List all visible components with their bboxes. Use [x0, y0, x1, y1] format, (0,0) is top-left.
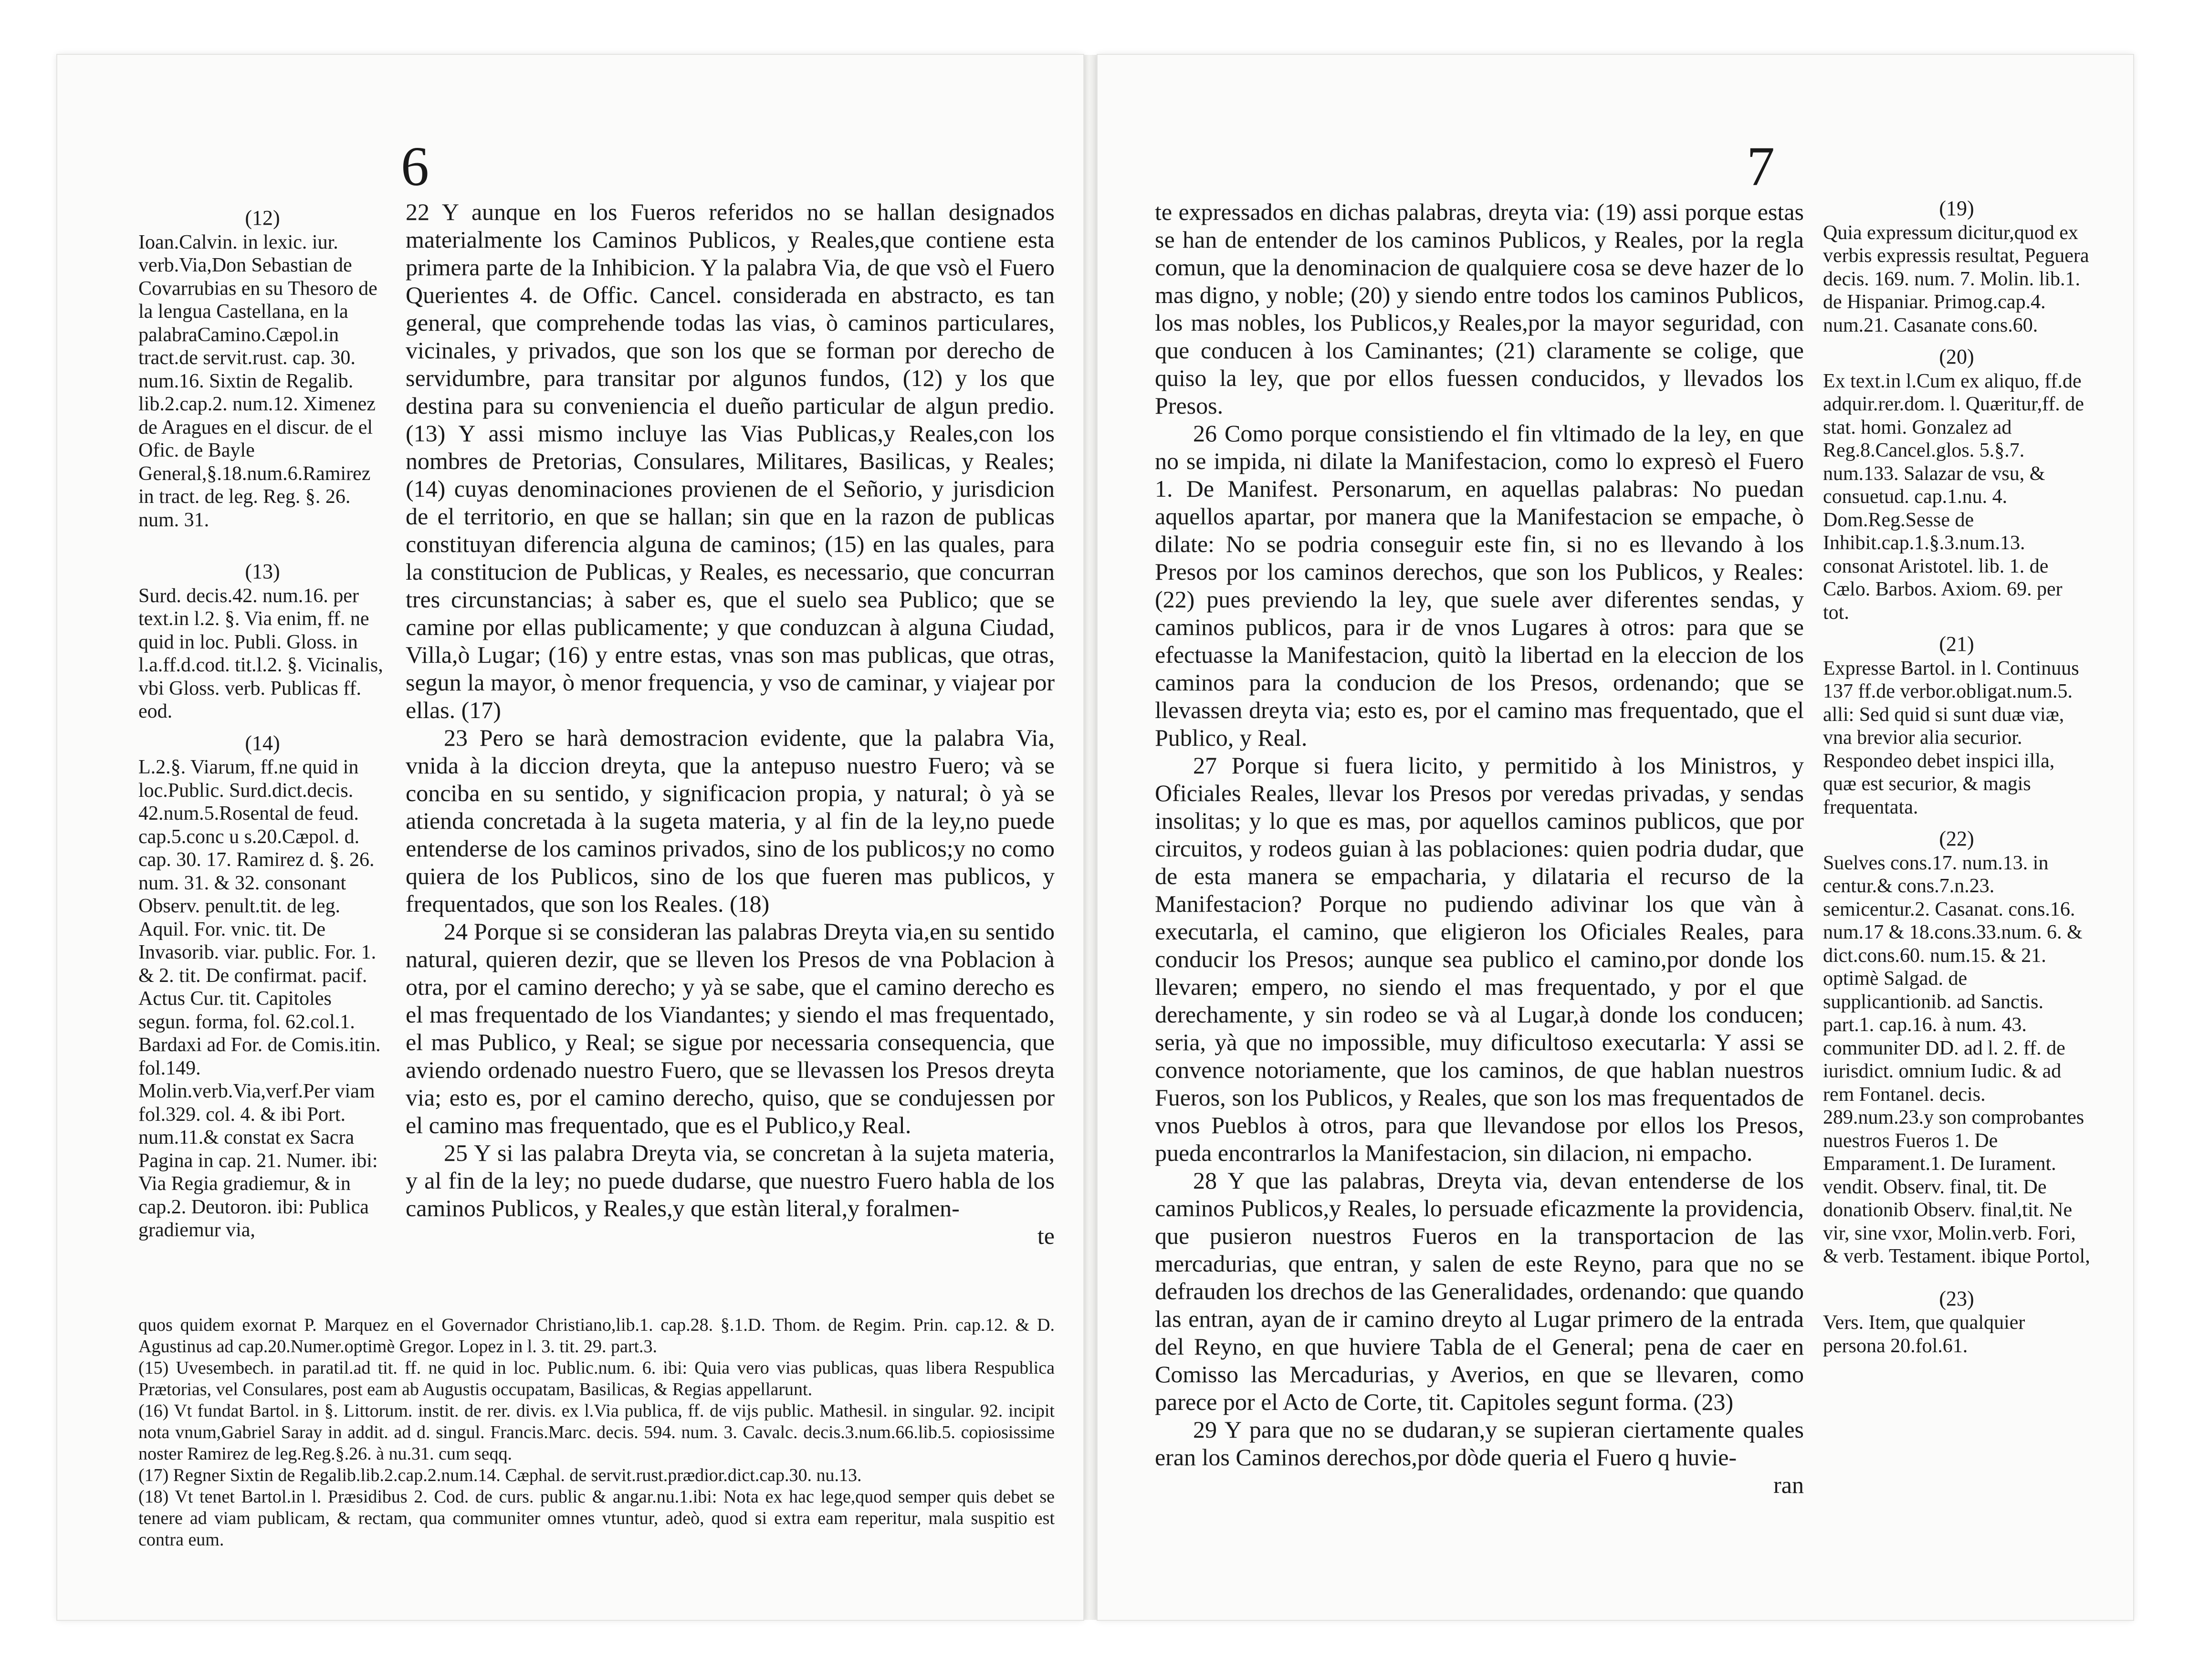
book-gutter [1083, 55, 1098, 1620]
footnote: quos quidem exornat P. Marquez en el Governador Christiano,lib.1. cap.28. §.1.D. Thom. de Regim. Prin. cap.12. & D. Agustinus ad cap.20.Numer.optimè Gregor. Lopez in l. 3. tit. 29. part.3. [138, 1315, 1055, 1357]
paragraph-29: 29 Y para que no se dudaran,y se supieran ciertamente quales eran los Caminos derechos,por dòde queria el Fuero q huvie- [1155, 1416, 1804, 1471]
footnotes-left [138, 1315, 1055, 1551]
paragraph-24: 24 Porque si se consideran las palabras Dreyta via,en su sentido natural, quieren dezir, que se lleven los Presos de vna Poblacion à otra, por el camino derecho; y yà se sabe, que el camino derecho es el mas frequentado de los Viandantes; y siendo el mas frequentado, el mas Publico, y Real; se sigue por necessaria consequencia, que aviendo ordenado nuestro Fuero, que se llevassen los Presos dreyta via; esto es, por el camino derecho, quiso, que se condujessen por el camino mas frequentado, que es el Publico,y Real. [406, 918, 1055, 1138]
side-note-number: (21) [1939, 632, 1974, 656]
side-notes-left [138, 198, 387, 1242]
page-number: 6 [401, 135, 429, 198]
side-note-number: (14) [245, 731, 280, 755]
paragraph-27: 27 Porque si fuera licito, y permitido à los Ministros, y Oficiales Reales, llevar los Presos por veredas privadas, y sendas insolitas; y lo que es mas, por aquellos caminos publicos, que por circuitos, y rodeos guian à las poblaciones: quien podria dudar, que de esta manera se empacharia, y dilataria el recurso de la Manifestacion? Porque no pudiendo adivinar los que vàn à executarla, el camino, que eligieron los Oficiales Reales, para conducir los Presos; aunque sea publico el camino,por donde los llevaren; empero, no siendo el mas frequentado, y por el que derechamente, y sin rodeo se và al Lugar,à donde los conducen; seria, yà que no impossible, muy dificultoso executarla: Y assi se convence notoriamente, que los caminos, de que hablan nuestros Fueros, son los Publicos, y Reales, que son los mas frequentados de vnos Pueblos à otros, para que llevandose por ellos los Presos, pueda encontrarlos la Manifestacion, sin dilacion, ni empacho. [1155, 752, 1804, 1166]
paragraph-22: 22 Y aunque en los Fueros referidos no se hallan designados materialmente los Caminos Publicos, y Reales,que contiene esta primera parte de la Inhibicion. Y la palabra Via, de que vsò el Fuero Querientes 4. de Offic. Cancel. considerada en abstracto, es tan general, que comprehende todas las vias, ò caminos particulares, vicinales, y privados, que son los que se forman por derecho de servidumbre, para transitar por algunos fundos, (12) y los que destina para su conveniencia el dueño particular de algun predio. (13) Y assi mismo incluye las Vias Publicas,y Reales,con los nombres de Pretorias, Consulares, Militares, Basilicas, y Reales; (14) cuyas denominaciones provienen de el Señorio, y jurisdicion de el territorio, en que se hallan; sin que en la razon de publicas constituyan diferencia alguna de caminos; (15) en las quales, para la constitucion de Publicas, y Reales, es necessario, que concurran tres circunstancias; à saber es, que el suelo sea Publico; que se camine por ellas publicamente; y que conduzcan à alguna Ciudad, Villa,ò Lugar; (16) y entre estas, vnas son mas publicas, que otras, segun la mayor, ò menor frequencia, y vso de caminar, y viajear por ellas. (17) [406, 198, 1055, 723]
side-note-number: (23) [1939, 1286, 1974, 1310]
side-note-text: Expresse Bartol. in l. Continuus 137 ff.de verbor.obligat.num.5. alli: Sed quid si sunt duæ viæ, vna brevior alia securior. Respondeo debet inspici illa, quæ est securior, & magis frequentata. [1823, 657, 2079, 818]
footnote: (15) Uvesembech. in paratil.ad tit. ff. ne quid in loc. Public.num. 6. ibi: Quia vero vias publicas, quas libera Respublica Prætorias, vel Consulares, post eam ab Augustis occupatam, Basilicas, & Regias appellarunt. [138, 1358, 1055, 1399]
side-note-text: Suelves cons.17. num.13. in centur.& cons.7.n.23. semicentur.2. Casanat. cons.16. num.17 & 18.cons.33.num. 6. & dict.cons.60. num.15. & 21. optimè Salgad. de supplicantionib. ad Sanctis. part.1. cap.16. à num. 43. communiter DD. ad l. 2. ff. de iurisdict. omnium Iudic. & ad rem Fontanel. decis. 289.num.23.y son comprobantes nuestros Fueros 1. De Emparament.1. De Iurament. vendit. Observ. final, tit. De donationib Observ. final,tit. Ne vir, sine vxor, Molin.verb. Fori, & verb. Testament. ibique Portol, [1823, 852, 2090, 1267]
side-note-number: (20) [1939, 345, 1974, 368]
side-note-number: (22) [1939, 827, 1974, 850]
side-note-text: Ioan.Calvin. in lexic. iur. verb.Via,Don Sebastian de Covarrubias en su Thesoro de la lengua Castellana, en la palabraCamino.Cæpol.in tract.de servit.rust. cap. 30. num.16. Sixtin de Regalib. lib.2.cap.2. num.12. Ximenez de Aragues en el discur. de el Ofic. de Bayle General,§.18.num.6.Ramirez in tract. de leg. Reg. §. 26. num. 31. [138, 231, 377, 531]
side-note-text: L.2.§. Viarum, ff.ne quid in loc.Public. Surd.dict.decis. 42.num.5.Rosental de feud. cap.5.conc u s.20.Cæpol. d. cap. 30. 17. Ramirez d. §. 26. num. 31. & 32. consonant Observ. penult.tit. de leg. Aquil. For. vnic. tit. De Invasorib. viar. public. For. 1. & 2. tit. De confirmat. pacif. Actus Cur. tit. Capitoles segun. forma, fol. 62.col.1. Bardaxi ad For. de Comis.itin. fol.149. Molin.verb.Via,verf.Per viam fol.329. col. 4. & ibi Port. num.11.& constat ex Sacra Pagina in cap. 21. Numer. ibi: Via Regia gradiemur, & in cap.2. Deutoron. ibi: Publica gradiemur via, [138, 756, 381, 1241]
right-page [1098, 55, 2133, 1620]
footnote: (17) Regner Sixtin de Regalib.lib.2.cap.2.num.14. Cæphal. de servit.rust.prædior.dict.cap.30. nu.13. [138, 1465, 862, 1485]
left-page [57, 55, 1083, 1620]
paragraph-26: 26 Como porque consistiendo el fin vltimado de la ley, en que no se impida, ni dilate la Manifestacion, como lo expresò el Fuero 1. De Manifest. Personarum, en aquellas palabras: No puedan aquellos apartar, por manera que la Manifestacion se empache, ò dilate: No se podria conseguir este fin, si no es llevando à los Presos por los caminos derechos, que son los Publicos, y Reales: (22) pues previendo la ley, que suele aver diferentes sendas, y caminos publicos, para ir de vnos Lugares à otros: para que se efectuasse la Manifestacion, quitò la libertad en la eleccion de los caminos para la conducion de los Presos, ordenando; que se llevassen dreyta via; esto es, por el camino mas frequentado, que el Publico, y Real. [1155, 420, 1804, 751]
main-text-left [406, 198, 1055, 1250]
side-note-number: (19) [1939, 197, 1974, 220]
side-note-number: (12) [245, 206, 280, 230]
side-notes-right [1823, 188, 2090, 1357]
side-note-text: Quia expressum dicitur,quod ex verbis expressis resultat, Peguera decis. 169. num. 7. Molin. lib.1. de Hispaniar. Primog.cap.4. num.21. Casanate cons.60. [1823, 221, 2089, 336]
catchword: te [1037, 1222, 1055, 1249]
paragraph-28: 28 Y que las palabras, Dreyta via, devan entenderse de los caminos Publicos,y Reales, lo persuade eficazmente la providencia, que pusieron nuestros Fueros en la transportacion de las mercadurias, que entran, y salen de este Reyno, para que no se defrauden los drechos de las Generalidades, ordenando: que quando las entran, ayan de ir camino dreyto al Lugar primero de la entrada del Reyno, en que huviere Tabla de el General; pena de caer en Comisso las Mercadurias, y Averios, en que se llevaren, como parece por el Acto de Corte, tit. Capitoles segunt forma. (23) [1155, 1167, 1804, 1415]
paragraph-23: 23 Pero se harà demostracion evidente, que la palabra Via, vnida à la diccion dreyta, que la antepuso nuestro Fuero; và se conciba en su sentido, y significacion propia, y natural; ò yà se atienda concretada à la sugeta materia, y al fin de la ley,no puede entenderse de los caminos privados, sino de los publicos;y no como quiera de los Publicos, sino de los que fueren mas publicos, y frequentados, que son los Reales. (18) [406, 724, 1055, 917]
side-note-text: Surd. decis.42. num.16. per text.in l.2. §. Via enim, ff. ne quid in loc. Publi. Gloss. in l.a.ff.d.cod. tit.l.2. §. Vicinalis, vbi Gloss. verb. Publicas ff. eod. [138, 584, 383, 722]
page-number: 7 [1747, 135, 1775, 198]
main-text-right [1155, 198, 1804, 1499]
footnote: (16) Vt fundat Bartol. in §. Littorum. instit. de rer. divis. ex l.Via publica, ff. de vijs public. Mathesil. in singular. 92. incipit nota vnum,Gabriel Saray in addit. ad d. singul. Francis.Marc. decis. 594. num. 3. Cavalc. decis.3.num.66.lib.5. copiosissime noster Ramirez de leg.Reg.§.26. à nu.31. cum seqq. [138, 1401, 1055, 1464]
catchword: ran [1773, 1471, 1804, 1498]
side-note-text: Vers. Item, que qualquier persona 20.fol.61. [1823, 1312, 2025, 1357]
side-note-text: Ex text.in l.Cum ex aliquo, ff.de adquir.rer.dom. l. Quæritur,ff. de stat. homi. Gonzalez ad Reg.8.Cancel.glos. 5.§.7. num.133. Salazar de vsu, & consuetud. cap.1.nu. 4. Dom.Reg.Sesse de Inhibit.cap.1.§.3.num.13. consonat Aristotel. lib. 1. de Cælo. Barbos. Axiom. 69. per tot. [1823, 370, 2084, 624]
side-note-number: (13) [245, 560, 280, 583]
footnote: (18) Vt tenet Bartol.in l. Præsidibus 2. Cod. de curs. public & angar.nu.1.ibi: Nota ex hac lege,quod semper quis debet se tenere ad viam publicam, & rectam, qua communiter omnes vtuntur, adeò, quod si extra eam reperitur, mala suspitio est contra eum. [138, 1487, 1055, 1550]
paragraph-25-cont: te expressados en dichas palabras, dreyta via: (19) assi porque estas se han de entender de los caminos Publicos, y Reales, por la regla comun, que la denominacion de qualquiere cosa se deve hazer de lo mas digno, y noble; (20) y siendo entre todos los caminos Publicos, los mas nobles, los Publicos,y Reales,por la mayor seguridad, con que conducen à los Caminantes; (21) claramente se colige, que quiso la ley, que por ellos fuessen conducidos, y llevados los Presos. [1155, 198, 1804, 419]
paragraph-25: 25 Y si las palabra Dreyta via, se concretan à la sujeta materia, y al fin de la ley; no puede dudarse, que nuestro Fuero habla de los caminos Publicos, y Reales,y que estàn literal,y foralmen- [406, 1139, 1055, 1221]
